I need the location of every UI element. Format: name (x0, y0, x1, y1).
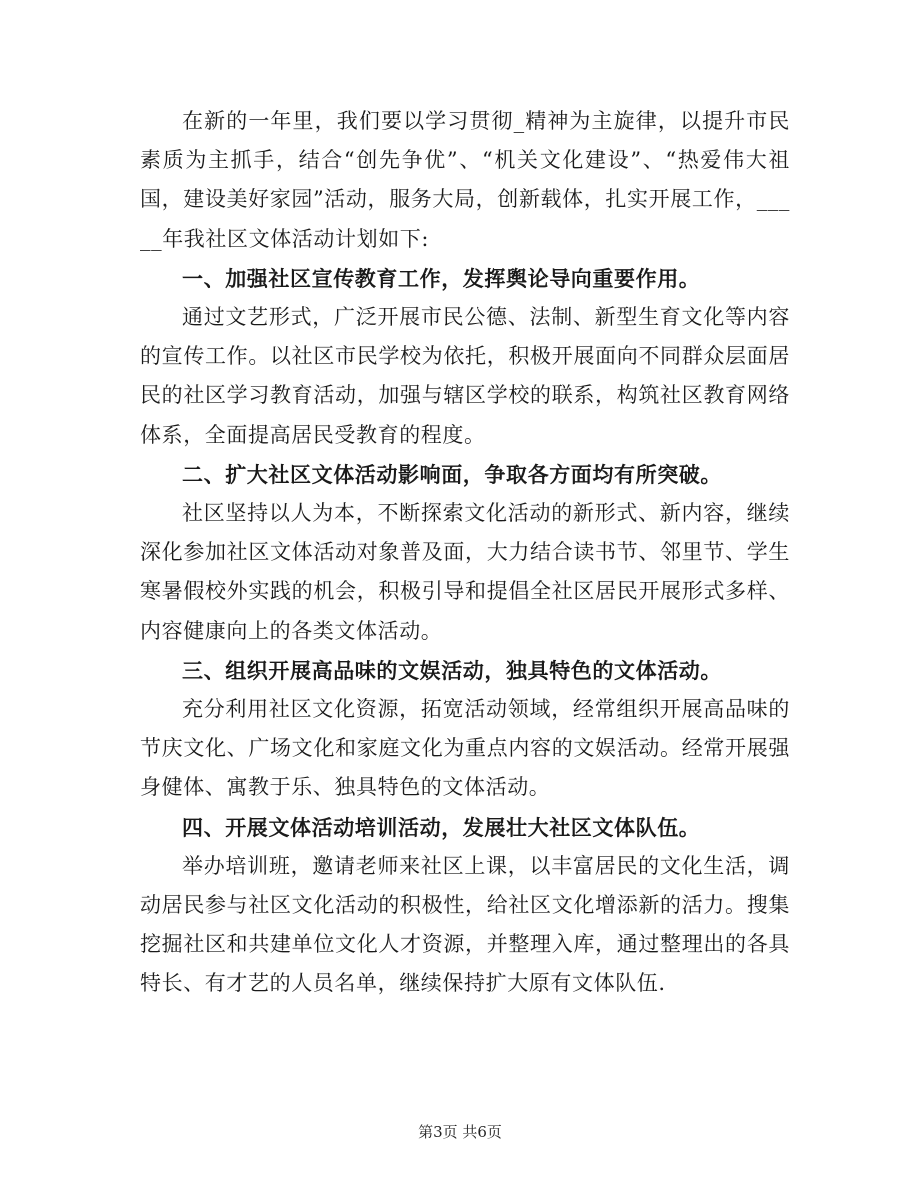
section-body-2: 社区坚持以人为本，不断探索文化活动的新形式、新内容，继续深化参加社区文体活动对象普及面，大力结合读书节、邻里节、学生寒暑假校外实践的机会，积极引导和提倡全社区居民开展形式多样、内容健康向上的各类文体活动。 (140, 501, 790, 643)
section-heading-1: 一、加强社区宣传教育工作，发挥舆论导向重要作用。 (182, 265, 701, 291)
section-heading-4: 四、开展文体活动培训活动，发展壮大社区文体队伍。 (182, 814, 701, 840)
document-body (140, 102, 790, 1004)
section-body-3: 充分利用社区文化资源，拓宽活动领域，经常组织开展高品味的节庆文化、广场文化和家庭文化为重点内容的文娱活动。经常开展强身健体、寓教于乐、独具特色的文体活动。 (140, 697, 790, 800)
section-heading-2: 二、扩大社区文体活动影响面，争取各方面均有所突破。 (182, 461, 722, 487)
page-number-footer: 第3页 共6页 (418, 1123, 502, 1141)
section-heading-3: 三、组织开展高品味的文娱活动，独具特色的文体活动。 (182, 657, 722, 683)
intro-paragraph: 在新的一年里，我们要以学习贯彻_精神为主旋律，以提升市民素质为主抓手，结合“创先争优”、“机关文化建设”、“热爱伟大祖国，建设美好家园”活动，服务大局，创新载体，扎实开展工作，_____年我社区文体活动计划如下: (140, 109, 790, 251)
section-body-1: 通过文艺形式，广泛开展市民公德、法制、新型生育文化等内容的宣传工作。以社区市民学校为依托，积极开展面向不同群众层面居民的社区学习教育活动，加强与辖区学校的联系，构筑社区教育网络体系，全面提高居民受教育的程度。 (140, 305, 790, 447)
section-body-4: 举办培训班，邀请老师来社区上课，以丰富居民的文化生活，调动居民参与社区文化活动的积极性，给社区文化增添新的活力。搜集挖掘社区和共建单位文化人才资源，并整理入库，通过整理出的各具特长、有才艺的人员名单，继续保持扩大原有文体队伍. (140, 853, 790, 996)
